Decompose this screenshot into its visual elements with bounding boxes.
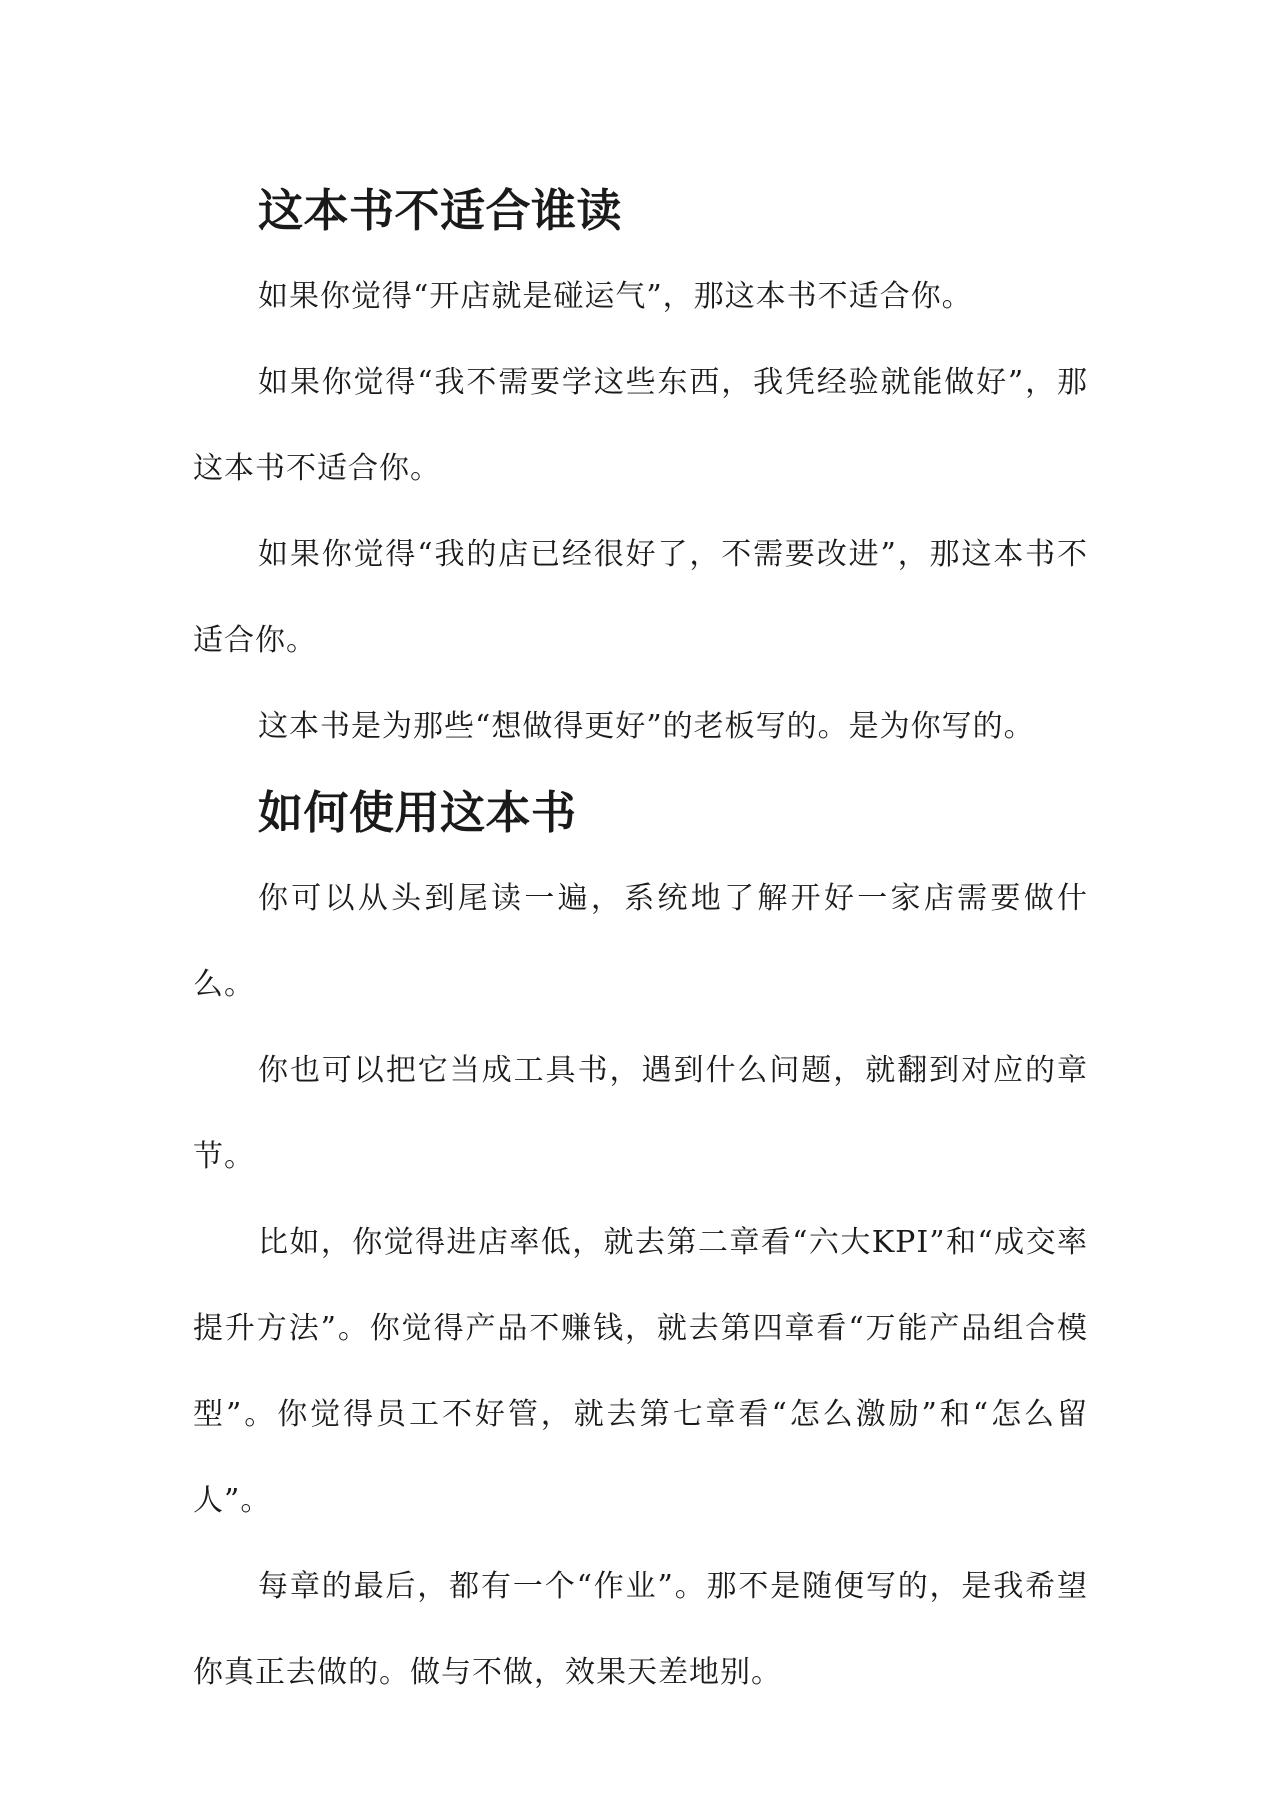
paragraph: 如果你觉得“我的店已经很好了，不需要改进”，那这本书不适合你。	[193, 537, 1088, 658]
paragraph: 你也可以把它当成工具书，遇到什么问题，就翻到对应的章节。	[193, 1053, 1088, 1174]
document-body	[193, 168, 1088, 1716]
paragraph: 你可以从头到尾读一遍，系统地了解开好一家店需要做什么。	[193, 881, 1088, 1002]
section-heading-how-to-use: 如何使用这本书	[258, 786, 577, 839]
section-heading-not-for-whom: 这本书不适合谁读	[258, 184, 623, 237]
paragraph: 每章的最后，都有一个“作业”。那不是随便写的，是我希望你真正去做的。做与不做，效果天差地别。	[193, 1569, 1088, 1690]
paragraph: 这本书是为那些“想做得更好”的老板写的。是为你写的。	[258, 709, 1035, 744]
paragraph: 如果你觉得“我不需要学这些东西，我凭经验就能做好”，那这本书不适合你。	[193, 365, 1088, 486]
paragraph: 如果你觉得“开店就是碰运气”，那这本书不适合你。	[258, 279, 973, 314]
paragraph: 比如，你觉得进店率低，就去第二章看“六大KPI”和“成交率提升方法”。你觉得产品不赚钱，就去第四章看“万能产品组合模型”。你觉得员工不好管，就去第七章看“怎么激励”和“怎么留人”。	[193, 1225, 1088, 1518]
